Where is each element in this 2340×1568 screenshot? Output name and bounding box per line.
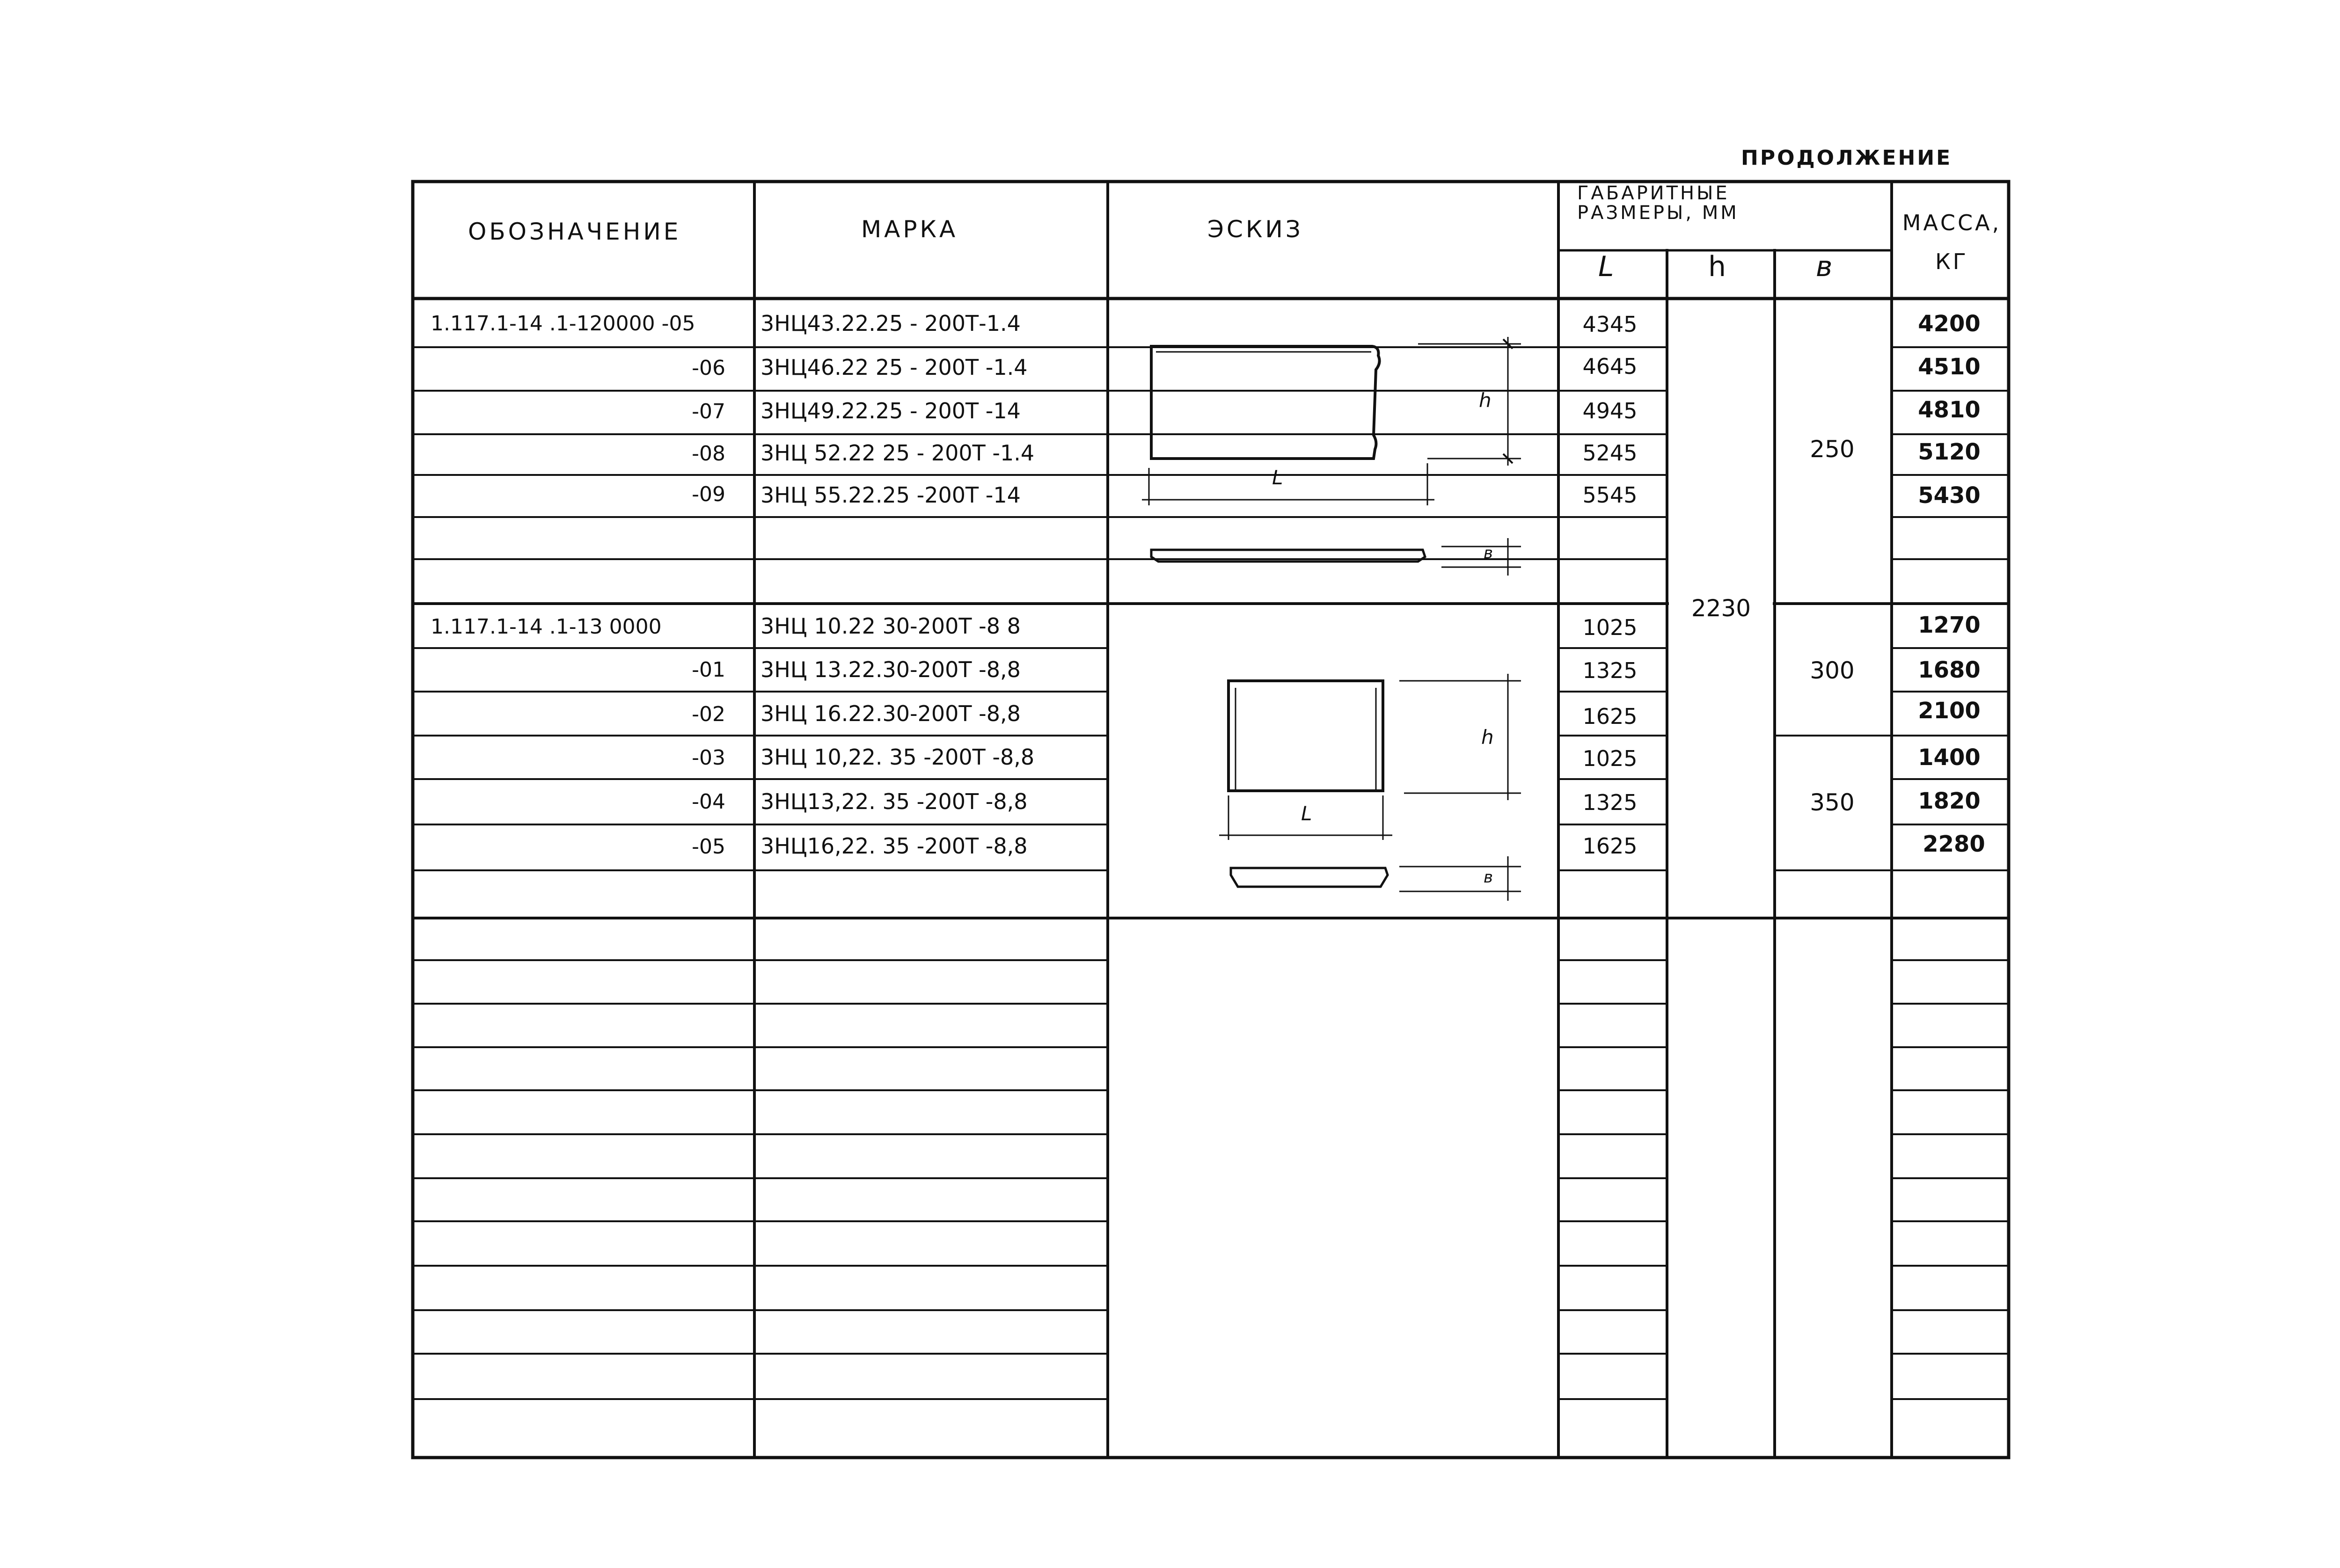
mark-cell: 3НЦ13,22. 35 -200Т -8,8 xyxy=(760,789,1028,814)
mass-cell: 5430 xyxy=(1918,482,1981,509)
header-dim-h: h xyxy=(1708,250,1726,283)
mark-cell: 3НЦ46.22 25 - 200Т -1.4 xyxy=(760,355,1028,380)
header-mass: МАССА, КГ xyxy=(1902,210,2002,274)
header-dim-b: в xyxy=(1816,250,1833,283)
header-dimensions: ГАБАРИТНЫЕ РАЗМЕРЫ, ММ xyxy=(1577,182,1739,224)
sketch2-label-L: L xyxy=(1301,802,1312,825)
length-cell: 4645 xyxy=(1582,354,1638,379)
sketch2-label-h: h xyxy=(1481,726,1494,749)
mass-cell: 1680 xyxy=(1918,657,1981,683)
length-cell: 4345 xyxy=(1582,312,1638,337)
designation-cell: -09 xyxy=(692,482,725,506)
continued-label: ПРОДОЛЖЕНИЕ xyxy=(1741,146,1952,170)
mark-cell: 3НЦ 10.22 30-200Т -8 8 xyxy=(760,613,1021,639)
mass-cell: 1820 xyxy=(1918,788,1981,814)
height-cell-2230: 2230 xyxy=(1691,595,1751,622)
mass-cell: 2100 xyxy=(1918,698,1981,724)
mark-cell: 3НЦ 16.22.30-200Т -8,8 xyxy=(760,701,1021,726)
mass-cell: 4810 xyxy=(1918,397,1981,423)
designation-cell: -01 xyxy=(692,658,725,682)
mass-cell: 1270 xyxy=(1918,612,1981,638)
length-cell: 5245 xyxy=(1582,440,1638,466)
designation-cell: -07 xyxy=(692,400,725,423)
designation-cell: -05 xyxy=(692,835,725,859)
width-cell-250: 250 xyxy=(1810,436,1855,463)
width-cell-350: 350 xyxy=(1810,789,1855,816)
sketch1-label-h: h xyxy=(1479,389,1492,412)
mark-cell: 3НЦ 13.22.30-200Т -8,8 xyxy=(760,657,1021,682)
designation-cell: -08 xyxy=(692,442,725,466)
length-cell: 1625 xyxy=(1582,833,1638,859)
sketch2-label-b: в xyxy=(1484,868,1493,887)
header-dim-L: L xyxy=(1598,250,1614,283)
length-cell: 1625 xyxy=(1582,704,1638,729)
length-cell: 1325 xyxy=(1582,790,1638,815)
designation-cell: 1.117.1-14 .1-13 0000 xyxy=(431,615,662,639)
sketch-long-panel xyxy=(1142,337,1521,576)
header-mark: МАРКА xyxy=(861,216,958,243)
header-sketch: ЭСКИЗ xyxy=(1207,216,1303,243)
length-cell: 5545 xyxy=(1582,482,1638,508)
mark-cell: 3НЦ 55.22.25 -200Т -14 xyxy=(760,482,1021,508)
mass-cell: 1400 xyxy=(1918,744,1981,771)
designation-cell: -03 xyxy=(692,746,725,770)
designation-cell: -04 xyxy=(692,790,725,814)
mass-cell: 4200 xyxy=(1918,311,1981,337)
length-cell: 1025 xyxy=(1582,615,1638,640)
length-cell: 1325 xyxy=(1582,658,1638,683)
mark-cell: 3НЦ 10,22. 35 -200Т -8,8 xyxy=(760,744,1035,770)
mark-cell: 3НЦ 52.22 25 - 200Т -1.4 xyxy=(760,440,1035,466)
sketch1-label-b: в xyxy=(1484,544,1493,562)
designation-cell: 1.117.1-14 .1-120000 -05 xyxy=(431,312,695,335)
header-designation: ОБОЗНАЧЕНИЕ xyxy=(468,218,681,245)
width-cell-300: 300 xyxy=(1810,657,1855,684)
length-cell: 4945 xyxy=(1582,398,1638,423)
sketch-short-panel xyxy=(1219,674,1521,901)
mark-cell: 3НЦ43.22.25 - 200Т-1.4 xyxy=(760,311,1021,336)
designation-cell: -02 xyxy=(692,702,725,726)
mass-cell: 5120 xyxy=(1918,439,1981,465)
designation-cell: -06 xyxy=(692,356,725,380)
length-cell: 1025 xyxy=(1582,746,1638,771)
mass-cell: 4510 xyxy=(1918,354,1981,380)
sketch1-label-L: L xyxy=(1272,466,1283,489)
mass-cell: 2280 xyxy=(1923,831,1985,857)
mark-cell: 3НЦ16,22. 35 -200Т -8,8 xyxy=(760,833,1028,859)
mark-cell: 3НЦ49.22.25 - 200Т -14 xyxy=(760,398,1021,423)
